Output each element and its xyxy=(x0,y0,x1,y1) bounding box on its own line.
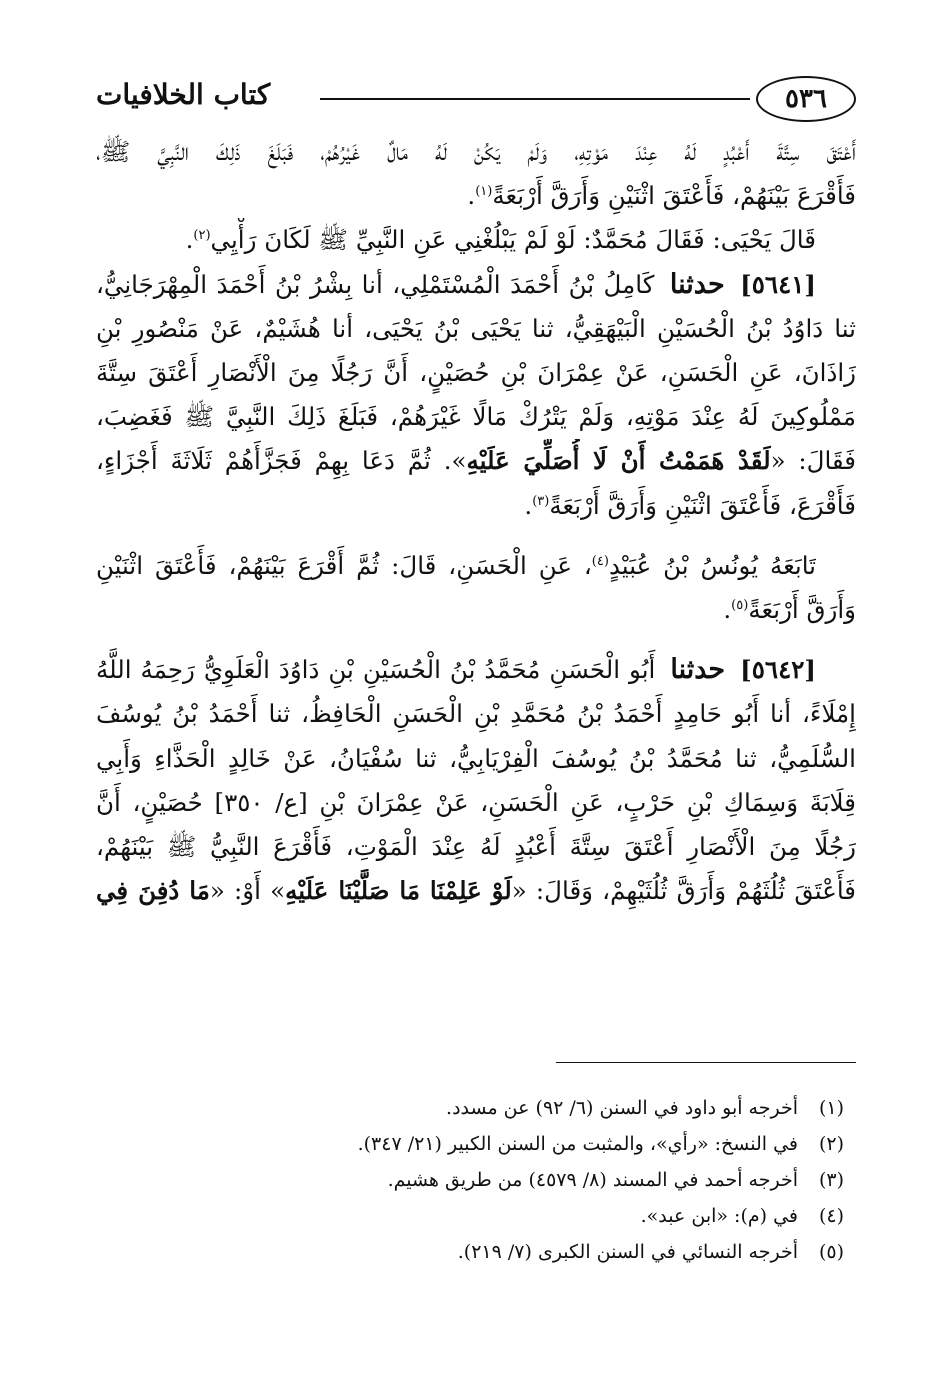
yahya-remark xyxy=(96,218,856,262)
footnote xyxy=(96,1162,856,1198)
footnote-number: (٤) xyxy=(818,1205,844,1227)
hadith-number: [٥٦٤٢] xyxy=(740,655,816,685)
text-line: [٥٦٤٢] حدثنا أَبُو الْحَسَنِ مُحَمَّدُ بْنُ الْحُسَيْنِ بْنِ دَاوُدَ الْعَلَوِيُّ رَحِمَهُ اللَّهُ xyxy=(96,654,816,686)
haddathana-word: حدثنا xyxy=(670,654,726,686)
text-line: رَجُلًا مِنَ الْأَنْصَارِ أَعْتَقَ سِتَّةَ أَعْبُدٍ لَهُ عِنْدَ الْمَوْتِ، فَأَقْرَعَ النَّبِيُّ ﷺ بَيْنَهُمْ، xyxy=(96,832,856,862)
text-line: زَاذَانَ، عَنِ الْحَسَنِ، عَنْ عِمْرَانَ بْنِ حُصَيْنٍ، أَنَّ رَجُلًا مِنَ الْأَنْصَارِ أَعْتَقَ سِتَّةَ xyxy=(96,358,856,388)
footnote-number: (١) xyxy=(818,1097,844,1119)
footnote-text: أخرجه النسائي في السنن الكبرى (٧/ ٢١٩). xyxy=(457,1241,798,1263)
footnote-ref: (٣) xyxy=(532,493,550,509)
text-line: فَقَالَ: «لَقَدْ هَمَمْتُ أَنْ لَا أُصَلِّيَ عَلَيْهِ». ثُمَّ دَعَا بِهِمْ فَجَزَّأَهُمْ ثَلَاثَةَ أَجْزَاءٍ، xyxy=(96,446,856,476)
footnote xyxy=(96,1198,856,1234)
tabaahu-cont xyxy=(96,588,856,632)
text-line: إِمْلَاءً، أنا أَبُو حَامِدٍ أَحْمَدُ بْنُ مُحَمَّدِ بْنِ الْحَسَنِ الْحَافِظُ، ثنا أَحْمَدُ بْنُ يُوسُفَ xyxy=(96,699,856,729)
text-line: قَالَ يَحْيَى: فَقَالَ مُحَمَّدٌ: لَوْ لَمْ يَبْلُغْنِي عَنِ النَّبِيِّ ﷺ لَكَانَ رَأْيِي$^{(٢)}$. xyxy=(185,225,816,255)
footnote-ref: (٢) xyxy=(193,228,211,244)
tabaahu-note xyxy=(96,544,856,588)
text-line: فَأَقْرَعَ بَيْنَهُمْ، فَأَعْتَقَ اثْنَيْنِ وَأَرَقَّ أَرْبَعَةً$^{(١)}$. xyxy=(467,181,856,211)
footnote-ref: (٥) xyxy=(731,597,749,613)
header-rule xyxy=(320,98,750,100)
text-line: مَمْلُوكِينَ لَهُ عِنْدَ مَوْتِهِ، وَلَمْ يَتْرُكْ مَالًا غَيْرَهُمْ، فَبَلَغَ ذَلِكَ النَّبِيَّ ﷺ فَغَضِبَ، xyxy=(96,402,856,432)
hadith-5642 xyxy=(96,648,856,692)
text-line: ثنا دَاوُدُ بْنُ الْحُسَيْنِ الْبَيْهَقِيُّ، ثنا يَحْيَى بْنُ يَحْيَى، أنا هُشَيْمٌ، عَنْ مَنْصُورِ بْنِ xyxy=(96,313,856,343)
footnote-ref: (١) xyxy=(475,184,493,200)
footnote-number: (٢) xyxy=(818,1133,844,1155)
page-number: ٥٣٦ xyxy=(756,76,856,122)
hadith-5642-cont xyxy=(96,692,856,913)
text-line: فَأَقْرَعَ، فَأَعْتَقَ اثْنَيْنِ وَأَرَقَّ أَرْبَعَةً$^{(٣)}$. xyxy=(524,490,856,520)
footnote-number: (٥) xyxy=(818,1241,844,1263)
footnotes xyxy=(96,1090,856,1270)
footnote xyxy=(96,1234,856,1270)
text-line: فَأَعْتَقَ ثُلُثَهُمْ وَأَرَقَّ ثُلُثَيْهِمْ، وَقَالَ: «لَوْ عَلِمْنَا مَا صَلَّيْنَا عَلَيْهِ» أَوْ: «مَا دُفِنَ فِي xyxy=(96,876,856,906)
footnote-text: في النسخ: «رأي»، والمثبت من السنن الكبير (٢١/ ٣٤٧). xyxy=(357,1133,798,1155)
page-header xyxy=(96,74,856,126)
prophet-quote: لَقَدْ هَمَمْتُ أَنْ لَا أُصَلِّيَ عَلَيْهِ xyxy=(466,446,771,476)
haddathana-word: حدثنا xyxy=(669,268,725,300)
text-line: تَابَعَهُ يُونُسُ بْنُ عُبَيْدٍ$^{(٤)}$، عَنِ الْحَسَنِ، قَالَ: ثُمَّ أَقْرَعَ بَيْنَهُمْ، فَأَعْتَقَ اثْنَيْنِ xyxy=(96,550,816,580)
text-line: قِلَابَةَ وَسِمَاكِ بْنِ حَرْبٍ، عَنِ الْحَسَنِ، عَنْ عِمْرَانَ بْنِ [ع/ ٣٥٠] حُصَيْنٍ، أَنَّ xyxy=(96,787,856,817)
footnote-text: في (م): «ابن عبد». xyxy=(640,1205,798,1227)
footnote-text: أخرجه أبو داود في السنن (٦/ ٩٢) عن مسدد. xyxy=(446,1097,798,1119)
footnote-text: أخرجه أحمد في المسند (٨/ ٤٥٧٩) من طريق هشيم. xyxy=(387,1169,798,1191)
text-line: أَعْتَقَ سِتَّةَ أَعْبُدٍ لَهُ عِنْدَ مَوْتِهِ، وَلَمْ يَكُنْ لَهُ مَالٌ غَيْرُهُمْ، فَبَلَغَ ذَلِكَ النَّبِيَّ ﷺ، xyxy=(96,137,856,166)
footnote-ref: (٤) xyxy=(591,553,609,569)
footnote xyxy=(96,1126,856,1162)
text-line: السُّلَمِيُّ، ثنا مُحَمَّدُ بْنُ يُوسُفَ الْفِرْيَابِيُّ، ثنا سُفْيَانُ، عَنْ خَالِدٍ الْحَذَّاءِ وَأَبِي xyxy=(96,743,856,773)
footnote-number: (٣) xyxy=(818,1169,844,1191)
footnote xyxy=(96,1090,856,1126)
text-line: [٥٦٤١] حدثنا كَامِلُ بْنُ أَحْمَدَ الْمُسْتَمْلِي، أنا بِشْرُ بْنُ أَحْمَدَ الْمِهْرَجَانِيُّ، xyxy=(96,268,816,300)
main-text xyxy=(96,130,856,913)
prophet-quote: لَوْ عَلِمْنَا مَا صَلَّيْنَا عَلَيْهِ xyxy=(285,876,512,906)
hadith-5641-cont xyxy=(96,307,856,528)
hadith-number: [٥٦٤١] xyxy=(740,269,816,299)
book-title: كتاب الخلافيات xyxy=(96,78,271,111)
passage-continuation xyxy=(96,130,856,218)
hadith-5641 xyxy=(96,263,856,307)
prophet-quote: مَا دُفِنَ فِي xyxy=(96,876,210,906)
text-line: وَأَرَقَّ أَرْبَعَةً$^{(٥)}$. xyxy=(723,595,856,625)
